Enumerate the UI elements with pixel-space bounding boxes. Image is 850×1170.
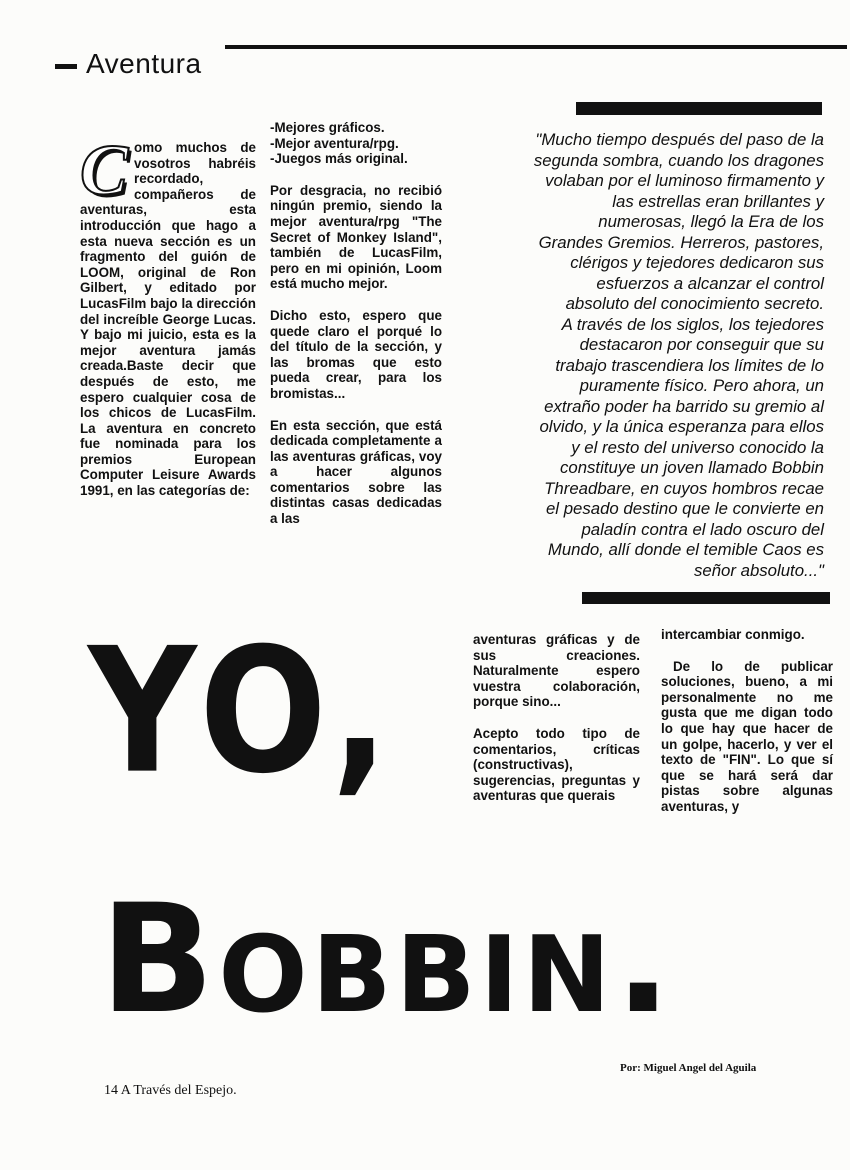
page-footer: 14 A Través del Espejo. [104, 1083, 237, 1098]
quote-line: las estrellas eran brillantes y [612, 191, 824, 211]
award-item: -Mejores gráficos. [270, 120, 385, 135]
quote-line: Grandes Gremios. Herreros, pastores, [538, 232, 824, 252]
quote-line: esfuerzos a alcanzar el control [596, 273, 824, 293]
quote-line: extraño poder ha barrido su gremio al [544, 396, 824, 416]
column-two [270, 120, 442, 527]
section-dash [55, 64, 77, 69]
quote-line: trabajo trascendiera los límites de lo [555, 355, 824, 375]
quote-line: constituye un joven llamado Bobbin [559, 458, 824, 477]
award-item: -Juegos más original. [270, 151, 408, 167]
quote-line: destacaron por conseguir que su [579, 335, 824, 354]
headline-yo: YO, [88, 611, 397, 813]
quote-line: olvido, y la única esperanza para ellos [539, 417, 824, 436]
header-rule [225, 45, 847, 49]
loom-quote [458, 130, 824, 581]
award-list [270, 120, 442, 167]
quote-line: el pesado destino que le convierte en [545, 499, 824, 518]
quote-line: numerosas, llegó la Era de los [598, 212, 824, 231]
intro-paragraph [80, 130, 256, 499]
paragraph: Por desgracia, no recibió ningún premio, siendo la mejor aventura/rpg "The Secret of Monkey Island", también de LucasFilm, pero en mi opinión, Loom está mucho mejor. [270, 182, 442, 292]
quote-bar-bottom [582, 592, 830, 604]
award-item: -Mejor aventura/rpg. [270, 135, 399, 151]
paragraph: Dicho esto, espero que quede claro el porqué lo del título de la sección, y las bromas que esto pueda crear, para los bromistas... [270, 307, 442, 401]
headline-bobbin: Bobbin. [100, 873, 676, 1047]
quote-line: volaban por el luminoso firmamento y [545, 171, 824, 190]
paragraph: intercambiar conmigo. [661, 627, 805, 642]
quote-line: Mundo, allí donde el temible Caos es [547, 540, 824, 559]
section-title: Aventura [86, 48, 202, 79]
quote-line: "Mucho tiempo después del paso de la [535, 130, 824, 149]
paragraph: En esta sección, que está dedicada completamente a las aventuras gráficas, voy a hacer algunos comentarios sobre las distintas casas dedicadas a las [270, 417, 442, 527]
drop-cap: C [80, 130, 129, 210]
paragraph: Acepto todo tipo de comentarios, críticas (constructivas), sugerencias, preguntas y aventuras que querais [473, 725, 640, 804]
quote-line: señor absoluto..." [693, 560, 824, 580]
quote-line: segunda sombra, cuando los dragones [533, 150, 824, 170]
quote-line: clérigos y tejedores dedicaron sus [570, 253, 824, 272]
quote-line: y el resto del universo conocido la [571, 437, 824, 457]
quote-line: Threadbare, en cuyos hombros recae [544, 478, 824, 498]
intro-text: omo muchos de vosotros habréis recordado, compañeros de aventuras, esta introducción que hago a esta nueva sección es un fragmento del guión de LOOM, original de Ron Gilbert, y editado por LucasFilm bajo la dirección del increíble George Lucas. Y bajo mi juicio, esta es la mejor aventura jamás creada.Baste decir que después de esto, me espero cualquier cosa de los chicos de LucasFilm. La aventura en concreto fue nominada para los premios European Computer Leisure Awards 1991, en las categorías de: [80, 140, 256, 499]
column-three [473, 632, 640, 804]
quote-bar-top [576, 102, 822, 115]
byline: Por: Miguel Angel del Aguila [620, 1062, 757, 1074]
quote-line: absoluto del conocimiento secreto. [565, 294, 824, 313]
column-four [661, 627, 833, 815]
quote-line: A través de los siglos, los tejedores [561, 314, 824, 334]
quote-line: paladín contra el lado oscuro del [581, 519, 824, 539]
quote-line: puramente físico. Pero ahora, un [579, 376, 824, 395]
paragraph: aventuras gráficas y de sus creaciones. Naturalmente espero vuestra colaboración, porque sino... [473, 632, 640, 710]
intro-column [80, 130, 256, 499]
paragraph: De lo de publicar soluciones, bueno, a mi personalmente no me gusta que me digan todo lo que hay que hacer de un golpe, hacerlo, y ver el texto de "FIN". Lo que sí que se hará será dar pistas sobre algunas aventuras, y [661, 658, 833, 814]
